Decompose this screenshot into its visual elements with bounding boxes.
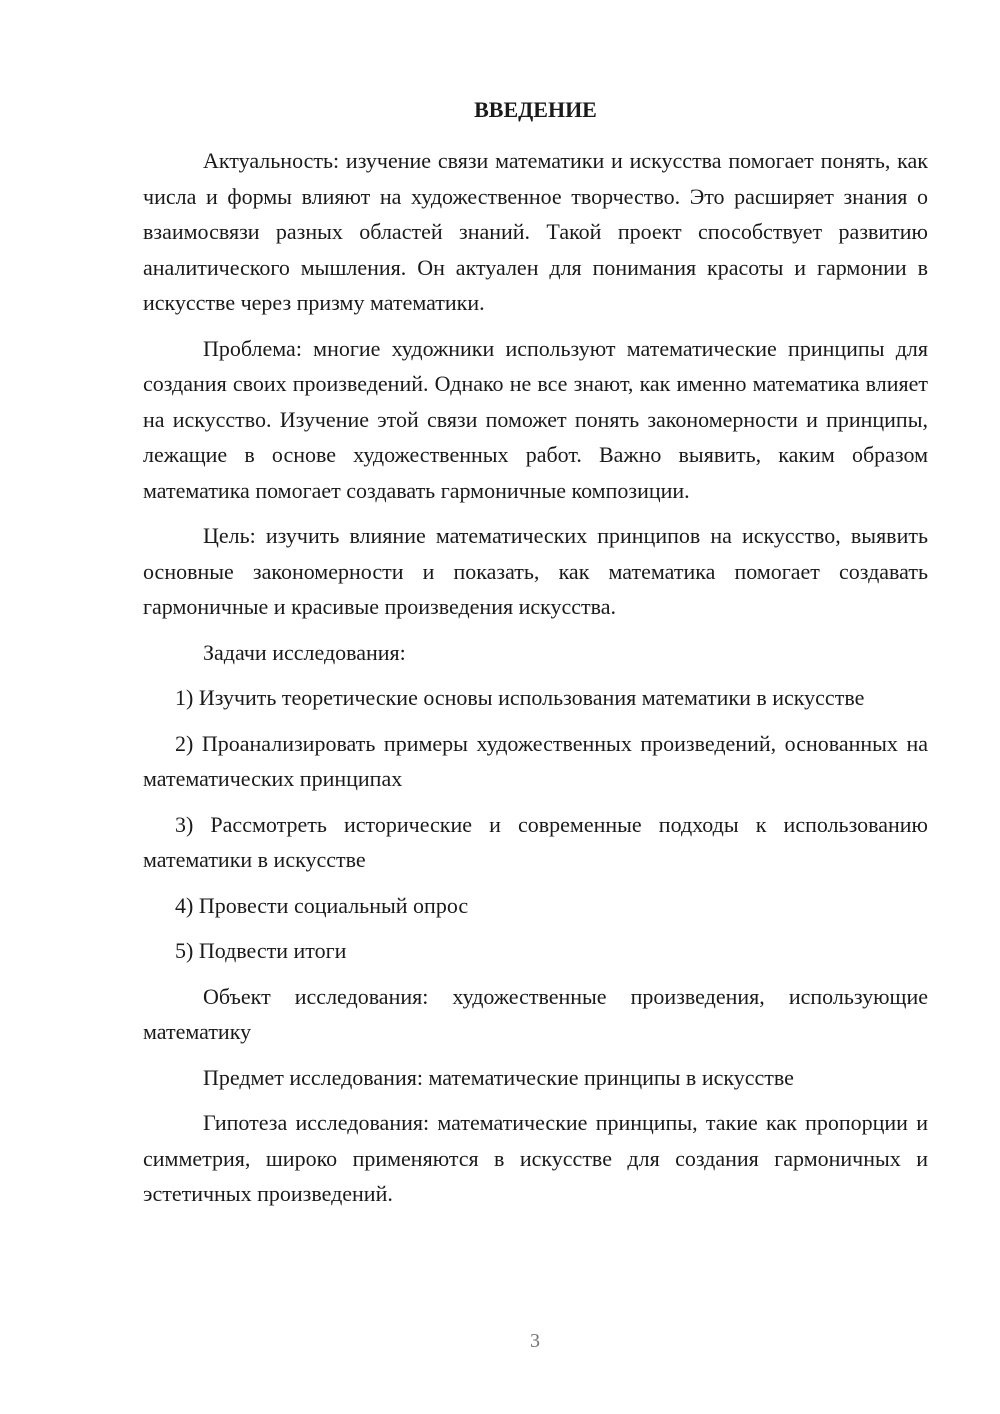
task-item-4: 4) Провести социальный опрос (175, 892, 469, 918)
page-number: 3 (530, 1330, 540, 1352)
subject-paragraph: Предмет исследования: математические принципы в искусстве (203, 1064, 794, 1090)
document-page (143, 92, 928, 1222)
goal-paragraph: Цель: изучить влияние математических принципов на искусство, выявить основные закономерности и показать, как математика помогает создавать гармоничные и красивые произведения искусства. (143, 523, 928, 619)
tasks-heading: Задачи исследования: (203, 639, 406, 665)
problem-paragraph: Проблема: многие художники используют математические принципы для создания своих произведений. Однако не все знают, как именно математика влияет на искусство. Изучение этой связи поможет понять закономерности и принципы, лежащие в основе художественных работ. Важно выявить, каким образом математика помогает создавать гармоничные композиции. (143, 335, 928, 503)
task-item-5: 5) Подвести итоги (175, 938, 347, 963)
task-item-1: 1) Изучить теоретические основы использования математики в искусстве (175, 685, 865, 710)
task-item-3: 3) Рассмотреть исторические и современные подходы к использованию математики в искусстве (143, 811, 928, 872)
relevance-paragraph: Актуальность: изучение связи математики и искусства помогает понять, как числа и формы влияют на художественное творчество. Это расширяет знания о взаимосвязи разных областей знаний. Такой проект способствует развитию аналитического мышления. Он актуален для понимания красоты и гармонии в искусстве через призму математики. (143, 148, 928, 315)
section-title: ВВЕДЕНИЕ (474, 97, 597, 122)
hypothesis-paragraph: Гипотеза исследования: математические принципы, такие как пропорции и симметрия, широко применяются в искусстве для создания гармоничных и эстетичных произведений. (143, 1110, 928, 1206)
task-item-2: 2) Проанализировать примеры художественных произведений, основанных на математических принципах (143, 730, 928, 791)
object-paragraph: Объект исследования: художественные произведения, использующие математику (143, 983, 928, 1044)
